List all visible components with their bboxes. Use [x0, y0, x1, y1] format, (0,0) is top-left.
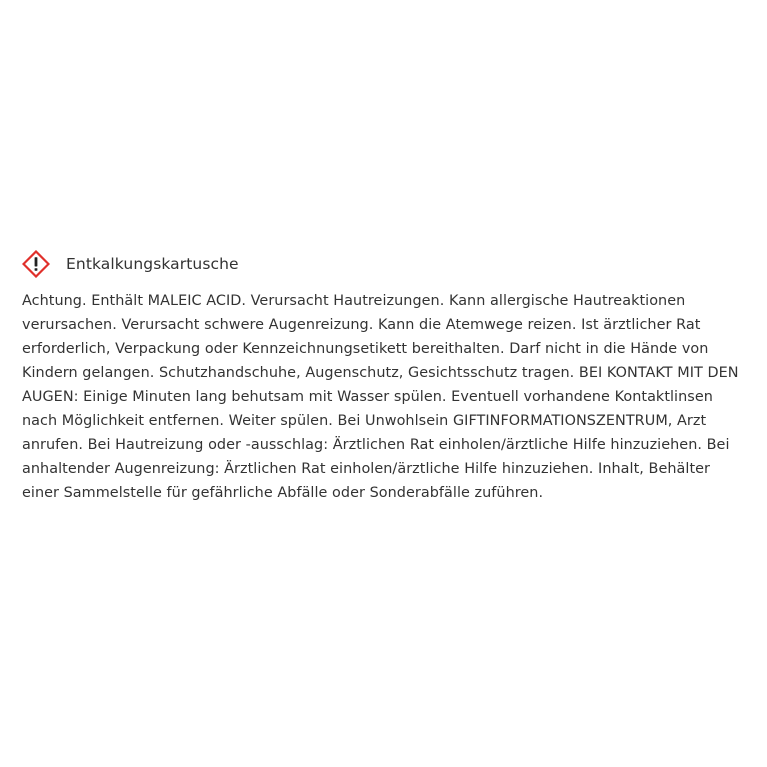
product-name: Entkalkungskartusche — [66, 255, 239, 273]
exclamation-mark-hazard-icon — [22, 250, 50, 278]
hazard-header — [22, 249, 744, 279]
hazard-information — [22, 249, 744, 519]
hazard-statement: Achtung. Enthält MALEIC ACID. Verursacht Hautreizungen. Kann allergische Hautreaktionen verursachen. Verursacht schwere Augenreizung. Kann die Atemwege reizen. Ist ärztlicher Rat erforderlich, Verpackung oder Kennzeichnungsetikett bereithalten. Darf nicht in die Hände von Kindern gelangen. Schutzhandschuhe, Augenschutz, Gesichtsschutz tragen. BEI KONTAKT MIT DEN AUGEN: Einige Minuten lang behutsam mit Wasser spülen. Eventuell vorhandene Kontaktlinsen nach Möglichkeit entfernen. Weiter spülen. Bei Unwohlsein GIFTINFORMATIONSZENTRUM, Arzt anrufen. Bei Hautreizung oder -ausschlag: Ärztlichen Rat einholen/ärztliche Hilfe hinzuziehen. Bei anhaltender Augenreizung: Ärztlichen Rat einholen/ärztliche Hilfe hinzuziehen. Inhalt, Behälter einer Sammelstelle für gefährliche Abfälle oder Sonderabfälle zuführen. — [22, 293, 739, 501]
